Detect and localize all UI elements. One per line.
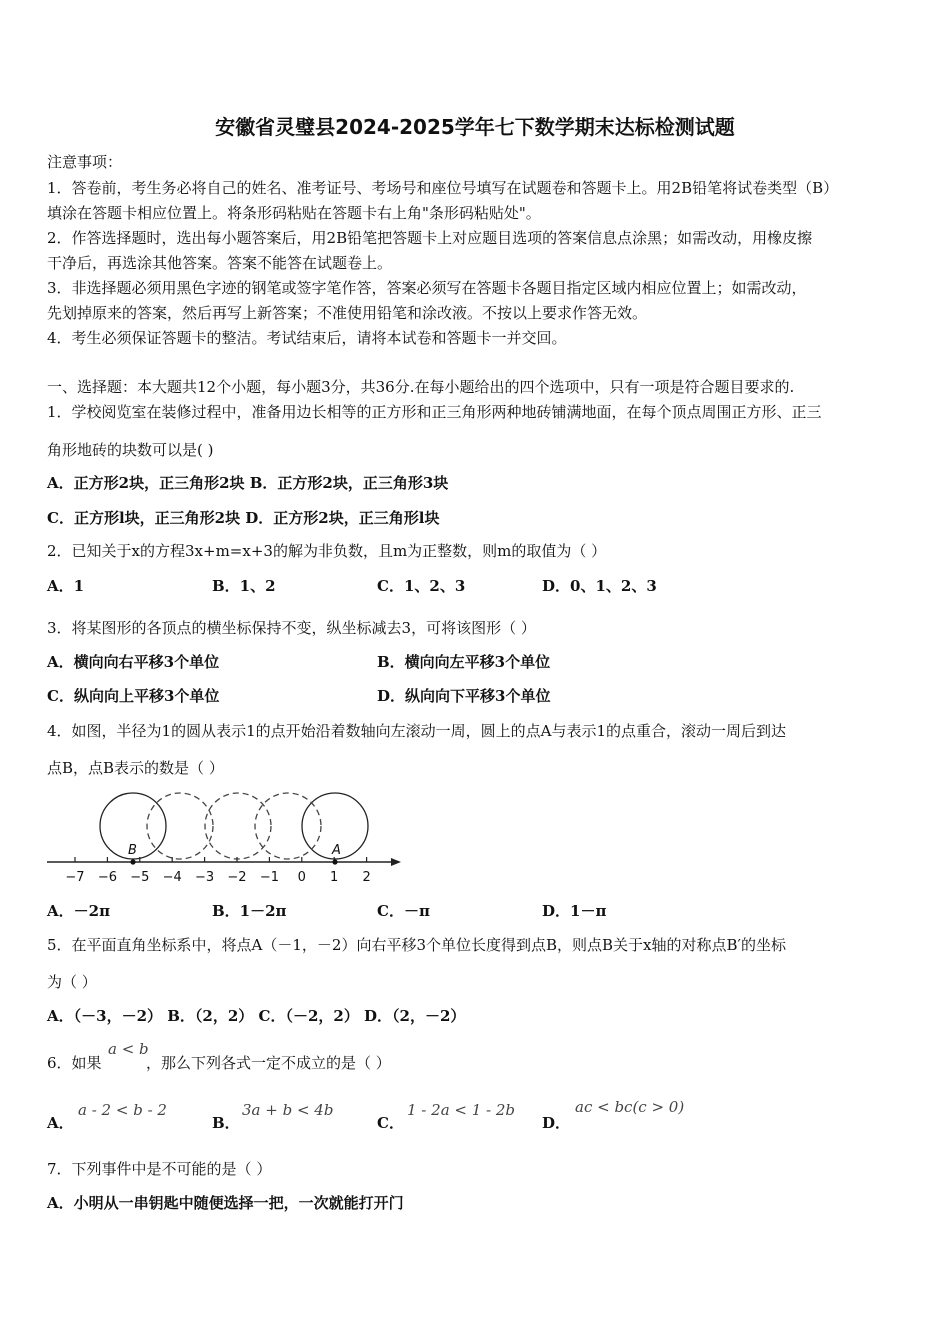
axis-tick-label: −6 bbox=[97, 870, 117, 885]
point-a-label: A bbox=[332, 843, 341, 858]
q6-stem-pre: 6．如果 bbox=[47, 1054, 102, 1072]
notice-line-1: 1．答卷前，考生务必将自己的姓名、准考证号、考场号和座位号填写在试题卷和答题卡上。用2B铅笔将试卷类型（B） bbox=[47, 179, 839, 197]
axis-tick-label: −5 bbox=[130, 870, 150, 885]
section-heading: 一、选择题：本大题共12个小题，每小题3分，共36分.在每小题给出的四个选项中，只有一项是符合题目要求的. bbox=[47, 378, 795, 396]
notice-line-7: 4．考生必须保证答题卡的整洁。考试结束后，请将本试卷和答题卡一并交回。 bbox=[47, 329, 567, 347]
rolling-circle-figure bbox=[45, 788, 410, 888]
q6-option-c-label: C． bbox=[377, 1114, 404, 1132]
q2-option-b: B．1、2 bbox=[212, 577, 276, 595]
q6-stem-post: ，那么下列各式一定不成立的是（ ） bbox=[146, 1054, 391, 1072]
q3-option-d: D．纵向向下平移3个单位 bbox=[377, 687, 551, 705]
q6-option-a-label: A． bbox=[47, 1114, 74, 1132]
notice-line-4: 干净后，再选涂其他答案。答案不能答在试题卷上。 bbox=[47, 254, 393, 272]
axis-tick-label: −3 bbox=[195, 870, 215, 885]
circle-rolling-2 bbox=[205, 793, 271, 859]
q1-stem-line2: 角形地砖的块数可以是( ) bbox=[47, 441, 214, 459]
q2-option-d: D．0、1、2、3 bbox=[542, 577, 657, 595]
q7-option-a: A．小明从一串钥匙中随便选择一把，一次就能打开门 bbox=[47, 1194, 404, 1212]
q6-condition: a < b bbox=[108, 1040, 149, 1058]
q4-option-c: C．－π bbox=[377, 902, 430, 920]
point-b-dot bbox=[130, 859, 135, 864]
axis-tick-label: −7 bbox=[65, 870, 85, 885]
notice-line-3: 2．作答选择题时，选出每小题答案后，用2B铅笔把答题卡上对应题目选项的答案信息点涂黑；如需改动，用橡皮擦 bbox=[47, 229, 813, 247]
q6-option-a-expr: a - 2 < b - 2 bbox=[78, 1101, 167, 1119]
axis-tick-label: −4 bbox=[162, 870, 182, 885]
q4-option-a: A．－2π bbox=[47, 902, 111, 920]
q2-stem: 2．已知关于x的方程3x+m=x+3的解为非负数，且m为正整数，则m的取值为（ ） bbox=[47, 542, 607, 560]
q5-stem-line2: 为（ ） bbox=[47, 973, 97, 991]
q3-option-a: A．横向向右平移3个单位 bbox=[47, 653, 220, 671]
q3-stem: 3．将某图形的各顶点的横坐标保持不变，纵坐标减去3，可将该图形（ ） bbox=[47, 619, 536, 637]
axis-tick-label: 0 bbox=[297, 870, 306, 885]
q7-stem: 7．下列事件中是不可能的是（ ） bbox=[47, 1160, 272, 1178]
q1-options-cd: C．正方形l块，正三角形2块 D．正方形2块，正三角形l块 bbox=[47, 509, 440, 527]
axis-ticks bbox=[65, 857, 370, 885]
q3-option-b: B．横向向左平移3个单位 bbox=[377, 653, 551, 671]
q5-stem-line1: 5．在平面直角坐标系中，将点A（－1，－2）向右平移3个单位长度得到点B，则点B关于x轴的对称点B′的坐标 bbox=[47, 936, 786, 954]
page-title: 安徽省灵璧县2024-2025学年七下数学期末达标检测试题 bbox=[215, 115, 735, 139]
circle-rolling-3 bbox=[255, 793, 321, 859]
axis-arrow-icon bbox=[391, 858, 401, 866]
q4-stem-line1: 4．如图，半径为1的圆从表示1的点开始沿着数轴向左滚动一周，圆上的点A与表示1的点重合，滚动一周后到达 bbox=[47, 722, 787, 740]
q6-option-c-expr: 1 - 2a < 1 - 2b bbox=[407, 1101, 516, 1119]
notice-line-5: 3．非选择题必须用黑色字迹的钢笔或签字笔作答，答案必须写在答题卡各题目指定区域内相应位置上；如需改动， bbox=[47, 279, 807, 297]
q1-stem-line1: 1．学校阅览室在装修过程中，准备用边长相等的正方形和正三角形两种地砖铺满地面，在每个顶点周围正方形、正三 bbox=[47, 403, 822, 421]
q1-options-ab: A．正方形2块，正三角形2块 B．正方形2块，正三角形3块 bbox=[47, 474, 449, 492]
axis-tick-label: −2 bbox=[227, 870, 247, 885]
q6-option-b-expr: 3a + b < 4b bbox=[242, 1101, 334, 1119]
q2-option-c: C．1、2、3 bbox=[377, 577, 466, 595]
q4-option-b: B．1－2π bbox=[212, 902, 287, 920]
q3-option-c: C．纵向向上平移3个单位 bbox=[47, 687, 220, 705]
notice-line-6: 先划掉原来的答案，然后再写上新答案；不准使用铅笔和涂改液。不按以上要求作答无效。 bbox=[47, 304, 648, 322]
q4-option-d: D．1－π bbox=[542, 902, 607, 920]
q4-stem-line2: 点B，点B表示的数是（ ） bbox=[47, 759, 224, 777]
q5-options: A．（－3，－2） B．（2，2） C．（－2，2） D．（2，－2） bbox=[47, 1007, 466, 1025]
axis-tick-label: 2 bbox=[362, 870, 371, 885]
point-b-label: B bbox=[128, 843, 137, 858]
q6-option-d-expr: ac < bc(c > 0) bbox=[575, 1098, 685, 1116]
axis-tick-label: −1 bbox=[259, 870, 279, 885]
axis-tick-label: 1 bbox=[330, 870, 339, 885]
q6-option-d-label: D． bbox=[542, 1114, 571, 1132]
notice-heading: 注意事项： bbox=[47, 153, 123, 171]
q2-option-a: A．1 bbox=[47, 577, 85, 595]
point-a-dot bbox=[332, 859, 337, 864]
q6-option-b-label: B． bbox=[212, 1114, 240, 1132]
notice-line-2: 填涂在答题卡相应位置上。将条形码粘贴在答题卡右上角"条形码粘贴处"。 bbox=[47, 204, 541, 222]
